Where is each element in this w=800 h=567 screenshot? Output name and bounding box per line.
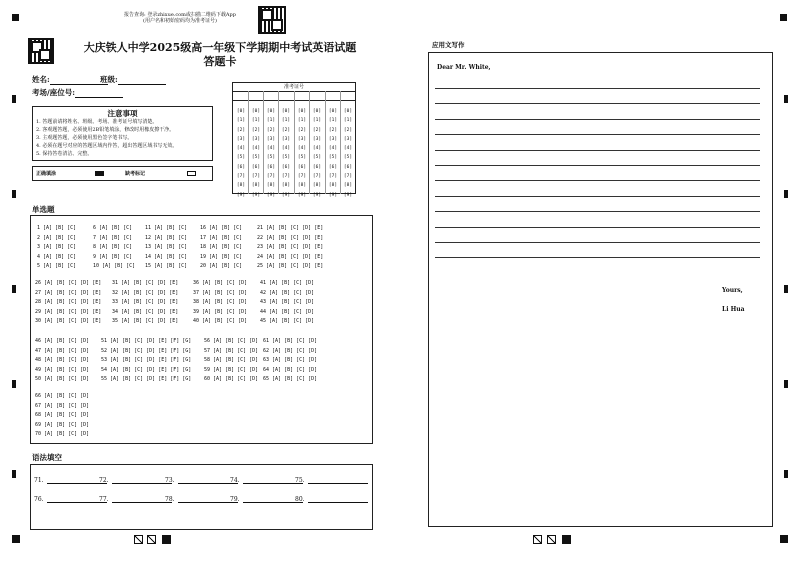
mc-question-row[interactable]: 52 [A] [B] [C] [D] [E] [F] [G] xyxy=(101,347,192,354)
mc-question-row[interactable]: 23 [A] [B] [C] [D] [E] xyxy=(257,244,324,250)
id-digit-column[interactable] xyxy=(341,107,355,200)
mc-question-row[interactable]: 1 [A] [B] [C] xyxy=(37,225,77,231)
writing-line[interactable] xyxy=(435,257,760,258)
id-digit-bubble[interactable]: [2] xyxy=(281,127,291,133)
mc-question-row[interactable]: 16 [A] [B] [C] xyxy=(200,225,243,231)
id-digit-bubble[interactable]: [8] xyxy=(236,183,246,189)
id-digit-bubble[interactable]: [7] xyxy=(297,174,307,180)
id-digit-bubble[interactable]: [6] xyxy=(251,164,261,170)
page-block-mark xyxy=(162,535,171,544)
mc-question-row[interactable]: 29 [A] [B] [C] [D] [E] xyxy=(35,308,102,315)
mc-question-row[interactable]: 21 [A] [B] [C] [D] [E] xyxy=(257,225,324,231)
mc-question-row[interactable]: 61 [A] [B] [C] [D] xyxy=(263,338,318,344)
cloze-answer-line[interactable] xyxy=(178,475,238,484)
id-digit-bubble[interactable]: [6] xyxy=(312,164,322,170)
mc-question-row[interactable]: 35 [A] [B] [C] [D] [E] xyxy=(112,318,179,324)
id-digit-bubble[interactable]: [8] xyxy=(266,183,276,189)
mc-question-row[interactable]: 40 [A] [B] [C] [D] xyxy=(193,318,248,324)
qr-code-icon xyxy=(28,38,54,64)
mc-question-row[interactable]: 56 [A] [B] [C] [D] xyxy=(204,338,259,344)
mc-answer-area xyxy=(30,215,373,444)
mc-question-row[interactable]: 14 [A] [B] [C] xyxy=(145,253,188,260)
id-digit-bubble[interactable]: [3] xyxy=(251,136,261,142)
mc-question-row[interactable]: 59 [A] [B] [C] [D] xyxy=(204,366,259,373)
mc-question-row[interactable]: 33 [A] [B] [C] [D] [E] xyxy=(112,299,179,305)
cloze-answer-line[interactable] xyxy=(243,494,303,503)
id-digit-bubble[interactable]: [5] xyxy=(297,155,307,161)
timing-mark xyxy=(12,190,16,198)
cloze-number: 79. xyxy=(230,496,240,503)
timing-mark xyxy=(784,380,788,388)
mc-question-row[interactable]: 4 [A] [B] [C] xyxy=(37,253,77,260)
timing-mark xyxy=(784,285,788,293)
id-digit-bubble[interactable]: [0] xyxy=(328,109,338,114)
mc-question-row[interactable]: 22 [A] [B] [C] [D] [E] xyxy=(257,234,324,241)
writing-line[interactable] xyxy=(435,150,760,151)
id-number-box xyxy=(232,82,356,198)
id-digit-column[interactable] xyxy=(264,107,278,200)
mc-question-row[interactable]: 6 [A] [B] [C] xyxy=(93,225,133,231)
cloze-answer-area xyxy=(30,464,373,530)
id-digit-bubble[interactable]: [8] xyxy=(297,183,307,189)
id-digit-bubble[interactable]: [5] xyxy=(343,155,353,161)
cloze-blank[interactable] xyxy=(165,494,238,503)
mc-question-row[interactable]: 38 [A] [B] [C] [D] xyxy=(193,299,248,305)
writing-line[interactable] xyxy=(435,211,760,212)
id-digit-bubble[interactable]: [7] xyxy=(328,174,338,180)
cloze-blank[interactable] xyxy=(295,475,368,484)
mc-question-row[interactable]: 10 [A] [B] [C] xyxy=(93,263,136,269)
mc-question-row[interactable]: 34 [A] [B] [C] [D] [E] xyxy=(112,308,179,315)
id-digit-bubble[interactable]: [1] xyxy=(312,118,322,124)
page-check-mark xyxy=(134,535,143,544)
cloze-blank[interactable] xyxy=(165,475,238,484)
cloze-number: 76. xyxy=(34,496,44,503)
timing-mark xyxy=(784,95,788,103)
correct-fill-sample xyxy=(95,171,104,176)
name-label: 姓名: xyxy=(32,75,50,84)
id-digit-column[interactable] xyxy=(295,107,309,200)
mc-section-title: 单选题 xyxy=(32,205,55,214)
id-digit-bubble[interactable]: [9] xyxy=(328,192,338,198)
corner-mark-tr xyxy=(780,14,787,21)
mc-question-block[interactable] xyxy=(263,337,317,385)
room-field[interactable] xyxy=(32,87,123,98)
corner-mark-tl xyxy=(12,14,19,21)
cloze-blank[interactable] xyxy=(99,475,172,484)
mc-question-row[interactable]: 51 [A] [B] [C] [D] [E] [F] [G] xyxy=(101,338,192,344)
note-item: 5. 保持答卷清洁、完整。 xyxy=(36,151,93,157)
cloze-number: 78. xyxy=(165,496,175,503)
mc-question-row[interactable]: 36 [A] [B] [C] [D] xyxy=(193,280,248,286)
cloze-blank[interactable] xyxy=(99,494,172,503)
mc-question-block[interactable] xyxy=(200,224,242,272)
writing-line[interactable] xyxy=(435,134,760,135)
mc-question-block[interactable] xyxy=(145,224,187,272)
cloze-number: 74. xyxy=(230,477,240,484)
id-digit-bubble[interactable]: [4] xyxy=(266,146,276,152)
id-digit-bubble[interactable]: [9] xyxy=(281,192,291,198)
id-digit-bubble[interactable]: [6] xyxy=(297,164,307,170)
id-digit-bubble[interactable]: [7] xyxy=(281,174,291,180)
id-digit-bubble[interactable]: [1] xyxy=(328,118,338,124)
cloze-blank[interactable] xyxy=(295,494,368,503)
id-digit-bubble[interactable]: [2] xyxy=(328,127,338,133)
mc-question-block[interactable] xyxy=(193,279,247,327)
id-digit-bubble[interactable]: [6] xyxy=(266,164,276,170)
room-label: 考场/座位号: xyxy=(32,88,76,97)
id-digit-bubble[interactable]: [9] xyxy=(312,192,322,198)
id-digit-bubble[interactable]: [5] xyxy=(312,155,322,161)
timing-mark xyxy=(12,380,16,388)
page-block-mark xyxy=(562,535,571,544)
note-item: 2. 客观题答题，必须使用2B铅笔填涂，修改时用橡皮擦干净。 xyxy=(36,127,175,133)
mc-question-row[interactable]: 15 [A] [B] [C] xyxy=(145,263,188,269)
writing-line[interactable] xyxy=(435,103,760,104)
mc-question-row[interactable]: 55 [A] [B] [C] [D] [E] [F] [G] xyxy=(101,376,192,382)
mc-question-row[interactable]: 17 [A] [B] [C] xyxy=(200,234,243,241)
id-digit-bubble[interactable]: [2] xyxy=(312,127,322,133)
timing-mark xyxy=(784,470,788,478)
cloze-blank[interactable] xyxy=(34,494,107,503)
mc-question-row[interactable]: 20 [A] [B] [C] xyxy=(200,263,243,269)
id-digit-bubble[interactable]: [8] xyxy=(328,183,338,189)
name-field[interactable] xyxy=(32,74,108,85)
letter-greeting: Dear Mr. White, xyxy=(437,64,491,71)
id-digit-bubble[interactable]: [4] xyxy=(343,146,353,152)
id-digit-bubble[interactable]: [1] xyxy=(236,118,246,124)
id-digit-bubble[interactable]: [7] xyxy=(343,174,353,180)
mc-question-row[interactable]: 37 [A] [B] [C] [D] xyxy=(193,289,248,296)
cloze-answer-line[interactable] xyxy=(178,494,238,503)
mc-question-block[interactable] xyxy=(101,337,191,385)
id-digit-bubble[interactable]: [2] xyxy=(297,127,307,133)
id-digit-bubble[interactable]: [5] xyxy=(328,155,338,161)
id-digit-column[interactable] xyxy=(310,107,324,200)
absent-mark-checkbox[interactable] xyxy=(187,171,196,176)
cloze-answer-line[interactable] xyxy=(243,475,303,484)
mc-question-row[interactable]: 28 [A] [B] [C] [D] [E] xyxy=(35,299,102,305)
mc-question-row[interactable]: 62 [A] [B] [C] [D] xyxy=(263,347,318,354)
id-digit-bubble[interactable]: [4] xyxy=(251,146,261,152)
writing-line[interactable] xyxy=(435,180,760,181)
id-number-title: 准考证号 xyxy=(233,83,355,92)
mc-question-row[interactable]: 43 [A] [B] [C] [D] xyxy=(260,299,315,305)
class-label: 班级: xyxy=(100,75,118,84)
absent-mark-label: 缺考标记 xyxy=(125,171,146,177)
mc-question-row[interactable]: 12 [A] [B] [C] xyxy=(145,234,188,241)
mc-question-row[interactable]: 19 [A] [B] [C] xyxy=(200,253,243,260)
id-digit-bubble[interactable]: [4] xyxy=(281,146,291,152)
id-digit-bubble[interactable]: [5] xyxy=(251,155,261,161)
mc-question-row[interactable]: 49 [A] [B] [C] [D] xyxy=(35,366,90,373)
id-digit-bubble[interactable]: [9] xyxy=(266,192,276,198)
id-digit-bubble[interactable]: [4] xyxy=(236,146,246,152)
mc-question-row[interactable]: 48 [A] [B] [C] [D] xyxy=(35,357,90,363)
mc-question-row[interactable]: 13 [A] [B] [C] xyxy=(145,244,188,250)
id-digit-bubble[interactable]: [5] xyxy=(236,155,246,161)
writing-line[interactable] xyxy=(435,227,760,228)
id-digit-bubble[interactable]: [9] xyxy=(343,192,353,198)
letter-signature: Li Hua xyxy=(722,306,745,313)
cloze-number: 72. xyxy=(99,477,109,484)
id-digit-bubble[interactable]: [6] xyxy=(343,164,353,170)
mc-question-block[interactable] xyxy=(112,279,178,327)
id-digit-bubble[interactable]: [5] xyxy=(266,155,276,161)
id-digit-bubble[interactable]: [5] xyxy=(281,155,291,161)
id-digit-bubble[interactable]: [2] xyxy=(343,127,353,133)
id-digit-bubble[interactable]: [7] xyxy=(266,174,276,180)
note-item: 4. 必须在题号对应的答题区域内作答，超出答题区域书写无效。 xyxy=(36,143,178,149)
mc-question-row[interactable]: 44 [A] [B] [C] [D] xyxy=(260,308,315,315)
note-item: 3. 主观题答题，必须使用黑色签字笔书写。 xyxy=(36,135,133,141)
id-digit-bubble[interactable]: [6] xyxy=(281,164,291,170)
cloze-answer-line[interactable] xyxy=(308,475,368,484)
cloze-blank[interactable] xyxy=(230,494,303,503)
mc-question-row[interactable]: 30 [A] [B] [C] [D] [E] xyxy=(35,318,102,324)
id-digit-bubble[interactable]: [0] xyxy=(343,109,353,114)
corner-mark-br xyxy=(780,535,788,543)
timing-mark xyxy=(12,470,16,478)
id-digit-bubble[interactable]: [3] xyxy=(266,136,276,142)
id-digit-column[interactable] xyxy=(279,107,293,200)
id-digit-bubble[interactable]: [0] xyxy=(251,109,261,114)
notes-box xyxy=(32,106,213,161)
timing-mark xyxy=(12,285,16,293)
cloze-answer-line[interactable] xyxy=(47,475,107,484)
timing-mark xyxy=(12,95,16,103)
mc-question-row[interactable]: 27 [A] [B] [C] [D] [E] xyxy=(35,289,102,296)
page-check-mark xyxy=(147,535,156,544)
mc-question-row[interactable]: 65 [A] [B] [C] [D] xyxy=(263,376,318,382)
mc-question-block[interactable] xyxy=(35,337,89,385)
mc-question-row[interactable]: 31 [A] [B] [C] [D] [E] xyxy=(112,280,179,286)
cloze-section-title: 语法填空 xyxy=(32,453,62,462)
id-digit-column[interactable] xyxy=(249,107,263,200)
mc-question-row[interactable]: 46 [A] [B] [C] [D] xyxy=(35,338,90,344)
cloze-answer-line[interactable] xyxy=(308,494,368,503)
cloze-number: 71. xyxy=(34,477,44,484)
cloze-answer-line[interactable] xyxy=(112,475,172,484)
writing-line[interactable] xyxy=(435,242,760,243)
mc-question-row[interactable]: 18 [A] [B] [C] xyxy=(200,244,243,250)
mc-question-row[interactable]: 64 [A] [B] [C] [D] xyxy=(263,366,318,373)
id-digit-bubble[interactable]: [3] xyxy=(236,136,246,142)
mc-question-block[interactable] xyxy=(93,224,135,272)
mc-question-row[interactable]: 7 [A] [B] [C] xyxy=(93,234,133,241)
id-digit-bubble[interactable]: [1] xyxy=(251,118,261,124)
id-digit-bubble[interactable]: [9] xyxy=(297,192,307,198)
cloze-blank[interactable] xyxy=(34,475,107,484)
correct-fill-label: 正确填涂 xyxy=(36,171,57,177)
timing-mark xyxy=(784,190,788,198)
class-field[interactable] xyxy=(100,74,166,85)
id-digit-bubble[interactable]: [4] xyxy=(312,146,322,152)
id-digit-bubble[interactable]: [6] xyxy=(236,164,246,170)
id-digit-bubble[interactable]: [0] xyxy=(266,109,276,114)
mc-question-row[interactable]: 69 [A] [B] [C] [D] xyxy=(35,421,90,428)
id-digit-bubble[interactable]: [4] xyxy=(328,146,338,152)
mc-question-row[interactable]: 2 [A] [B] [C] xyxy=(37,234,77,241)
mc-question-block[interactable] xyxy=(35,279,101,327)
id-digit-bubble[interactable]: [3] xyxy=(328,136,338,142)
report-notice: 报告查询: 登录zhixue.com或扫描二维码下载App (用户名和初始密码均为准考证号) xyxy=(124,12,236,24)
mc-question-row[interactable]: 39 [A] [B] [C] [D] xyxy=(193,308,248,315)
cloze-number: 73. xyxy=(165,477,175,484)
mc-question-block[interactable] xyxy=(204,337,258,385)
mc-question-row[interactable]: 57 [A] [B] [C] [D] xyxy=(204,347,259,354)
mc-question-row[interactable]: 8 [A] [B] [C] xyxy=(93,244,133,250)
writing-section-title: 应用文写作 xyxy=(432,41,465,49)
id-digit-bubble[interactable]: [3] xyxy=(343,136,353,142)
mc-question-row[interactable]: 3 [A] [B] [C] xyxy=(37,244,77,250)
page-check-mark xyxy=(547,535,556,544)
mc-question-row[interactable]: 11 [A] [B] [C] xyxy=(145,225,188,231)
cloze-blank[interactable] xyxy=(230,475,303,484)
id-digit-bubble[interactable]: [0] xyxy=(297,109,307,114)
mc-question-row[interactable]: 42 [A] [B] [C] [D] xyxy=(260,289,315,296)
cloze-answer-line[interactable] xyxy=(112,494,172,503)
mc-question-row[interactable]: 70 [A] [B] [C] [D] xyxy=(35,431,90,437)
page-check-mark xyxy=(533,535,542,544)
id-digit-bubble[interactable]: [1] xyxy=(343,118,353,124)
mc-question-row[interactable]: 5 [A] [B] [C] xyxy=(37,263,77,269)
cloze-number: 77. xyxy=(99,496,109,503)
mc-question-row[interactable]: 50 [A] [B] [C] [D] xyxy=(35,376,90,382)
mc-question-row[interactable]: 25 [A] [B] [C] [D] [E] xyxy=(257,263,324,269)
id-digit-bubble[interactable]: [7] xyxy=(251,174,261,180)
id-digit-bubble[interactable]: [9] xyxy=(236,192,246,198)
mc-question-row[interactable]: 66 [A] [B] [C] [D] xyxy=(35,393,90,399)
id-digit-bubble[interactable]: [8] xyxy=(281,183,291,189)
mc-question-row[interactable]: 26 [A] [B] [C] [D] [E] xyxy=(35,280,102,286)
id-digit-bubble[interactable]: [3] xyxy=(281,136,291,142)
mc-question-row[interactable]: 54 [A] [B] [C] [D] [E] [F] [G] xyxy=(101,366,192,373)
id-digit-bubble[interactable]: [0] xyxy=(281,109,291,114)
mc-question-block[interactable] xyxy=(257,224,323,272)
writing-line[interactable] xyxy=(435,196,760,197)
id-digit-bubble[interactable]: [0] xyxy=(312,109,322,114)
writing-line[interactable] xyxy=(435,165,760,166)
mc-question-row[interactable]: 41 [A] [B] [C] [D] xyxy=(260,280,315,286)
id-digit-bubble[interactable]: [7] xyxy=(236,174,246,180)
mc-question-block[interactable] xyxy=(35,392,89,440)
id-digit-bubble[interactable]: [3] xyxy=(297,136,307,142)
corner-mark-bl xyxy=(12,535,20,543)
id-digit-bubble[interactable]: [8] xyxy=(312,183,322,189)
id-digit-bubble[interactable]: [2] xyxy=(266,127,276,133)
cloze-answer-line[interactable] xyxy=(47,494,107,503)
id-digit-bubble[interactable]: [8] xyxy=(251,183,261,189)
id-digit-bubble[interactable]: [0] xyxy=(236,109,246,114)
id-digit-bubble[interactable]: [6] xyxy=(328,164,338,170)
mc-question-row[interactable]: 60 [A] [B] [C] [D] xyxy=(204,376,259,382)
note-item: 1. 答题前请将姓名、班级、考场、准考证号填写清楚。 xyxy=(36,119,158,125)
cloze-number: 75. xyxy=(295,477,305,484)
writing-line[interactable] xyxy=(435,119,760,120)
fill-example-box xyxy=(32,166,213,181)
id-digit-bubble[interactable]: [8] xyxy=(343,183,353,189)
mc-question-row[interactable]: 63 [A] [B] [C] [D] xyxy=(263,357,318,363)
qr-code-icon xyxy=(258,6,286,34)
mc-question-row[interactable]: 24 [A] [B] [C] [D] [E] xyxy=(257,253,324,260)
id-digit-column[interactable] xyxy=(234,107,248,200)
letter-closing: Yours, xyxy=(722,287,743,294)
mc-question-row[interactable]: 53 [A] [B] [C] [D] [E] [F] [G] xyxy=(101,357,192,363)
page-subtitle: 答题卡 xyxy=(203,55,237,68)
notes-title: 注意事项 xyxy=(107,109,138,118)
writing-answer-area[interactable] xyxy=(428,52,773,527)
writing-line[interactable] xyxy=(435,88,760,89)
mc-question-row[interactable]: 68 [A] [B] [C] [D] xyxy=(35,412,90,418)
id-digit-bubble[interactable]: [2] xyxy=(251,127,261,133)
mc-question-row[interactable]: 32 [A] [B] [C] [D] [E] xyxy=(112,289,179,296)
page-title: 大庆铁人中学2025级高一年级下学期期中考试英语试题 xyxy=(83,41,357,54)
id-digit-bubble[interactable]: [2] xyxy=(236,127,246,133)
mc-question-row[interactable]: 9 [A] [B] [C] xyxy=(93,253,133,260)
mc-question-row[interactable]: 67 [A] [B] [C] [D] xyxy=(35,402,90,409)
id-digit-bubble[interactable]: [4] xyxy=(297,146,307,152)
mc-question-row[interactable]: 58 [A] [B] [C] [D] xyxy=(204,357,259,363)
mc-question-block[interactable] xyxy=(37,224,76,272)
mc-question-row[interactable]: 45 [A] [B] [C] [D] xyxy=(260,318,315,324)
id-digit-bubble[interactable]: [1] xyxy=(266,118,276,124)
id-digit-bubble[interactable]: [7] xyxy=(312,174,322,180)
mc-question-row[interactable]: 47 [A] [B] [C] [D] xyxy=(35,347,90,354)
id-digit-column[interactable] xyxy=(326,107,340,200)
id-digit-bubble[interactable]: [9] xyxy=(251,192,261,198)
id-digit-bubble[interactable]: [3] xyxy=(312,136,322,142)
mc-question-block[interactable] xyxy=(260,279,314,327)
cloze-number: 80. xyxy=(295,496,305,503)
id-digit-bubble[interactable]: [1] xyxy=(297,118,307,124)
id-digit-bubble[interactable]: [1] xyxy=(281,118,291,124)
